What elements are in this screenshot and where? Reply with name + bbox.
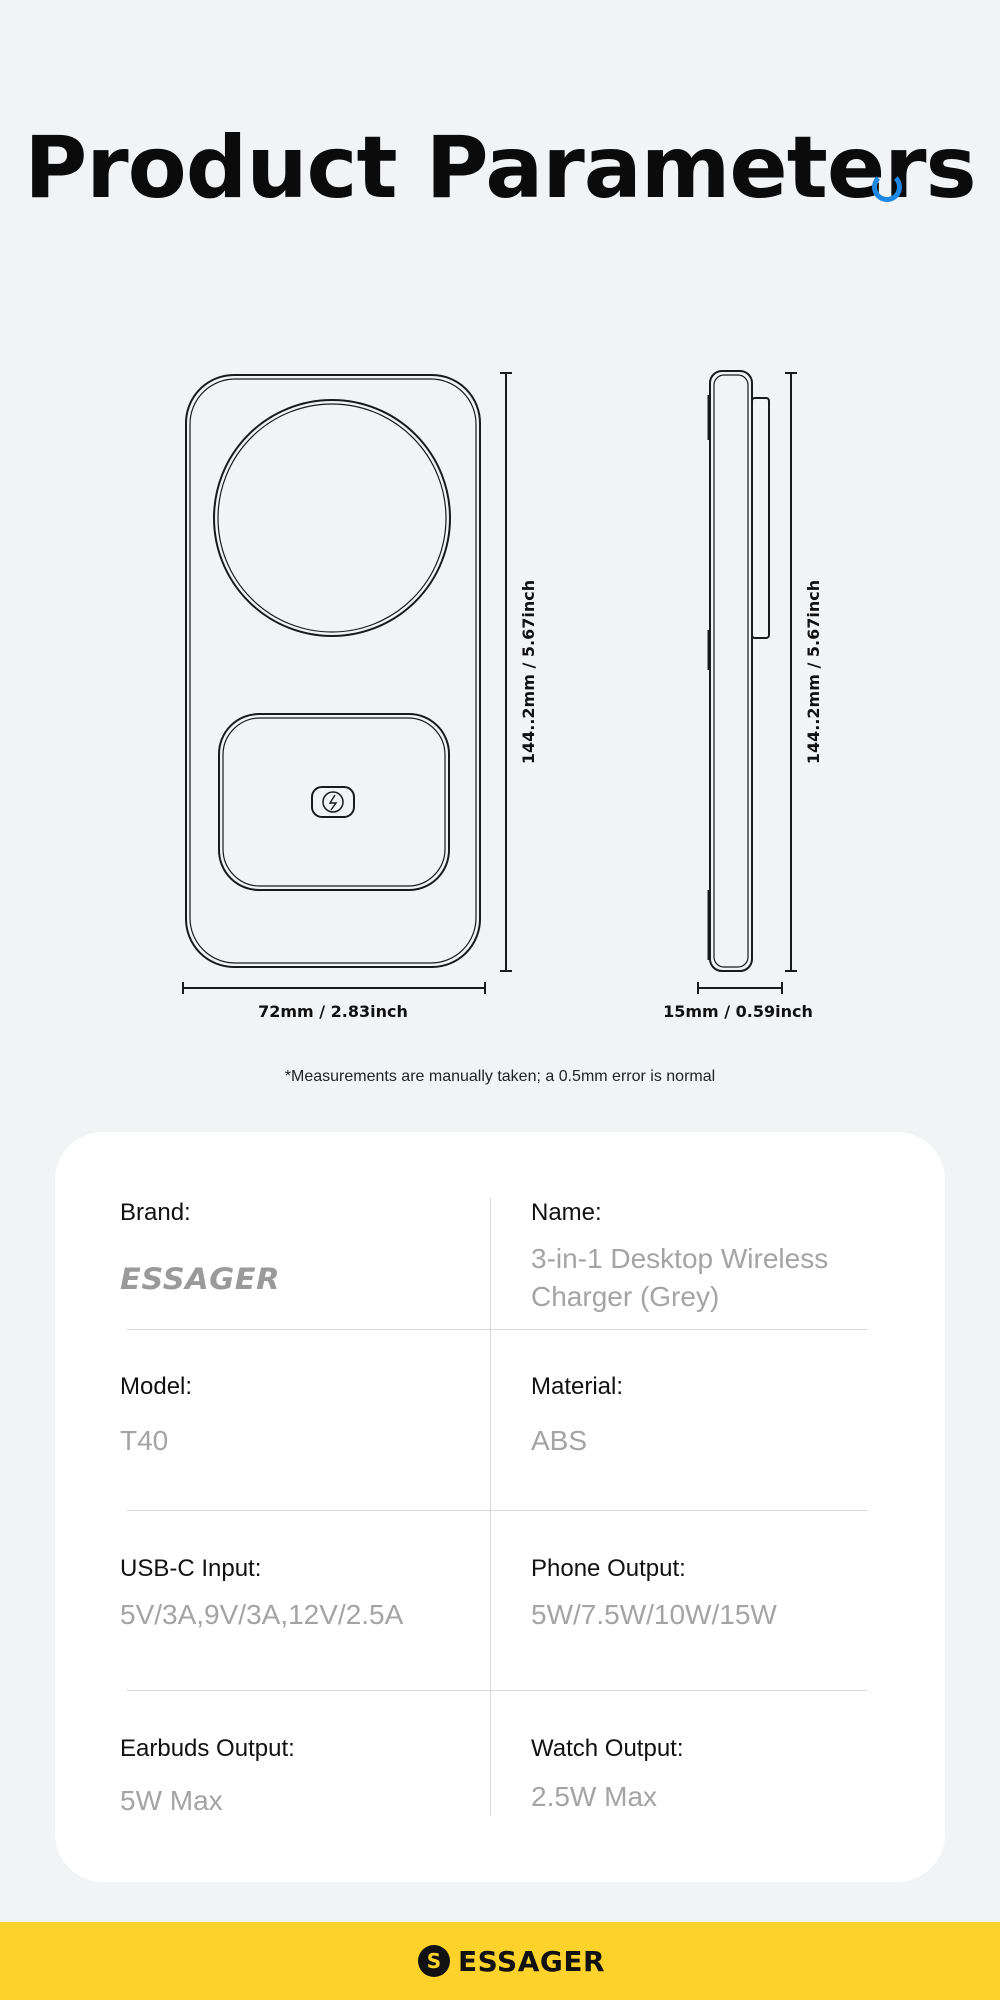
- front-height-label: 144..2mm / 5.67inch: [519, 579, 538, 765]
- spec-card: [55, 1132, 945, 1882]
- brand-logo: ESSAGER: [120, 1262, 281, 1296]
- footer-brand-text: ESSAGER: [458, 1944, 606, 1978]
- spec-material: [531, 1372, 891, 1460]
- usbc-input-value: 5V/3A,9V/3A,12V/2.5A: [120, 1599, 404, 1630]
- spec-earbuds-output: [120, 1734, 480, 1820]
- spec-name: [531, 1198, 911, 1316]
- side-height-label: 144..2mm / 5.67inch: [804, 579, 823, 765]
- spec-watch-output: [531, 1734, 891, 1816]
- brand-footer: [0, 1922, 1000, 2000]
- side-view: [709, 371, 769, 971]
- name-label: Name:: [531, 1199, 602, 1226]
- spec-brand: [120, 1198, 480, 1296]
- spec-usbc-input: [120, 1554, 480, 1634]
- spec-model: [120, 1372, 480, 1460]
- earbuds-output-label: Earbuds Output:: [120, 1735, 295, 1762]
- product-dimension-diagram: [0, 330, 1000, 1090]
- front-view: [186, 375, 480, 967]
- model-value: T40: [120, 1425, 169, 1456]
- measurement-note: *Measurements are manually taken; a 0.5mm error is normal: [284, 1068, 716, 1085]
- usbc-input-label: USB-C Input:: [120, 1555, 262, 1582]
- brand-label: Brand:: [120, 1199, 191, 1226]
- row-divider: [127, 1329, 867, 1330]
- front-height-dimension: [500, 373, 512, 971]
- essager-logo-icon: S: [418, 1945, 450, 1977]
- name-value-line2: Charger (Grey): [531, 1281, 720, 1312]
- model-label: Model:: [120, 1373, 193, 1400]
- front-width-dimension: [183, 982, 485, 994]
- side-width-label: 15mm / 0.59inch: [663, 1002, 813, 1021]
- watch-output-label: Watch Output:: [531, 1735, 684, 1762]
- spec-phone-output: [531, 1554, 891, 1634]
- earbuds-output-value: 5W Max: [120, 1785, 223, 1816]
- phone-output-value: 5W/7.5W/10W/15W: [531, 1599, 777, 1630]
- footer-logo[interactable]: [418, 1940, 605, 1982]
- name-value-line1: 3-in-1 Desktop Wireless: [531, 1243, 829, 1274]
- material-label: Material:: [531, 1373, 624, 1400]
- front-width-label: 72mm / 2.83inch: [258, 1002, 408, 1021]
- row-divider: [127, 1690, 867, 1691]
- side-width-dimension: [698, 982, 782, 994]
- watch-output-value: 2.5W Max: [531, 1781, 658, 1812]
- phone-output-label: Phone Output:: [531, 1555, 686, 1582]
- side-height-dimension: [785, 373, 797, 971]
- material-value: ABS: [531, 1425, 588, 1456]
- row-divider: [127, 1510, 867, 1511]
- loading-ring-icon: [872, 172, 902, 202]
- page-title: Product Parameters: [24, 118, 976, 218]
